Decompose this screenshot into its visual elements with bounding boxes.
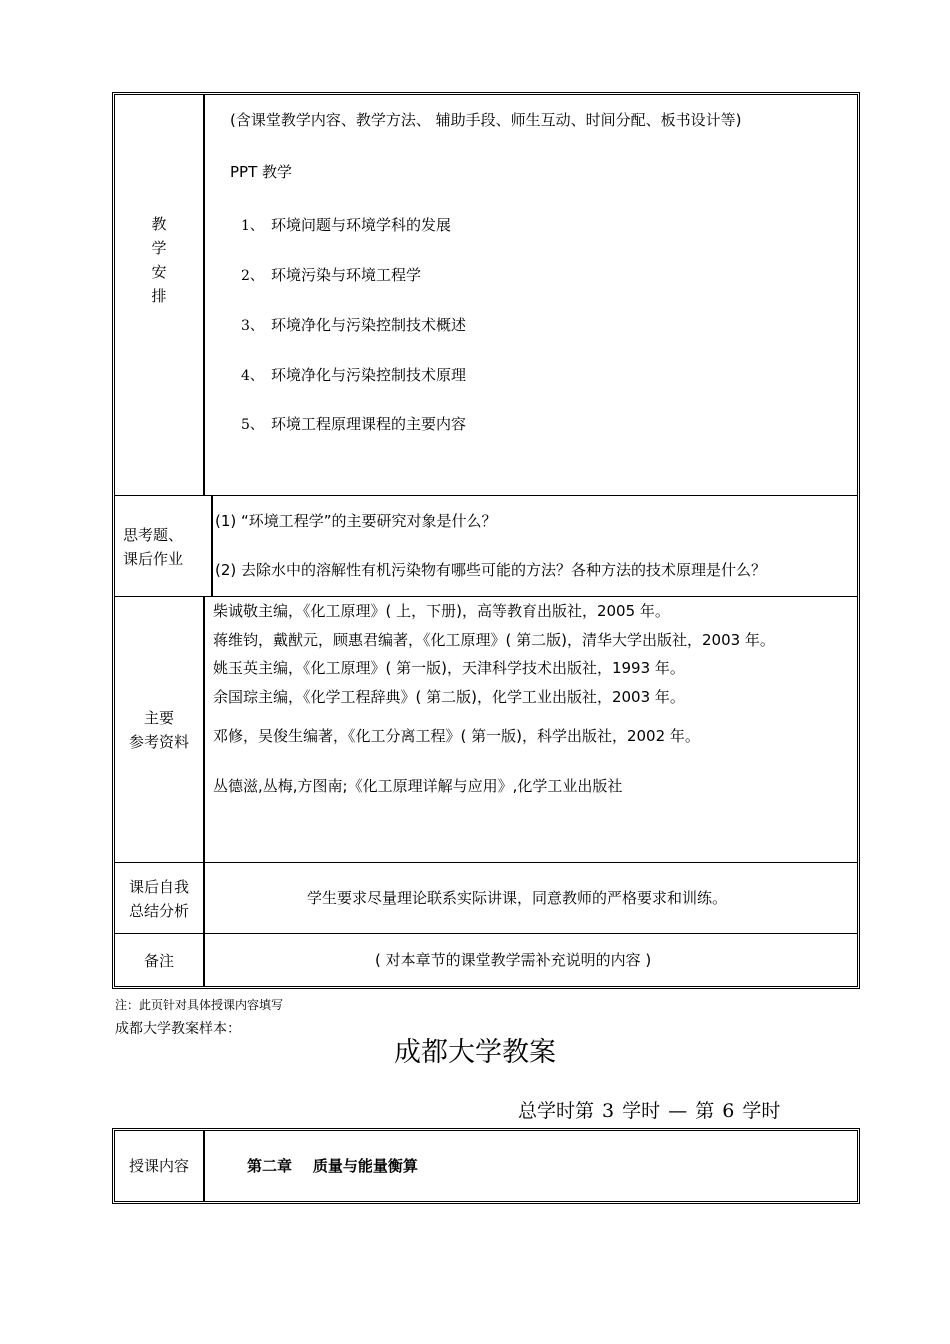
- label-char: 学: [151, 239, 167, 257]
- remarks-label: 备注: [115, 934, 205, 987]
- self-review-row: [115, 862, 857, 934]
- references-content: [205, 597, 857, 863]
- chapter-title: 第二章 质量与能量衡算: [247, 1157, 418, 1175]
- references-row: [115, 596, 857, 863]
- course-content-table: [112, 1128, 860, 1204]
- label-char: 教: [151, 215, 167, 233]
- remarks-content: [205, 934, 857, 987]
- label-line: 课后自我: [128, 877, 189, 896]
- plan-item: 5、 环境工程原理课程的主要内容: [241, 415, 467, 433]
- plan-item: 1、 环境问题与环境学科的发展: [241, 216, 452, 234]
- plan-item: 2、 环境污染与环境工程学: [241, 266, 422, 284]
- remarks-text: ( 对本章节的课堂教学需补充说明的内容 ): [375, 951, 652, 969]
- homework-content: [205, 496, 857, 597]
- reference-item: 丛德滋,丛梅,方图南;《化工原理详解与应用》,化学工业出版社: [213, 777, 623, 795]
- course-content-value: [205, 1131, 857, 1201]
- hours-line: 总学时第 3 学时 — 第 6 学时: [518, 1100, 781, 1122]
- label-line: 思考题、: [123, 525, 184, 544]
- document-title: 成都大学教案: [394, 1037, 556, 1068]
- label-line: 主要: [143, 709, 174, 727]
- remarks-row: [115, 933, 857, 987]
- teaching-plan-label: [115, 95, 205, 495]
- reference-item: 余国琮主编，《化学工程辞典》( 第二版)，化学工业出版社，2003 年。: [213, 688, 685, 706]
- homework-label: [115, 496, 213, 597]
- label-char: 安: [151, 263, 167, 281]
- teaching-method: PPT 教学: [230, 163, 293, 181]
- reference-item: 柴诚敬主编，《化工原理》( 上，下册)，高等教育出版社，2005 年。: [213, 602, 670, 620]
- plan-item: 3、 环境净化与污染控制技术概述: [241, 316, 467, 334]
- question: (1) “环境工程学”的主要研究对象是什么？: [215, 512, 497, 530]
- teaching-plan-row: [115, 95, 857, 495]
- reference-item: 蒋维钧，戴猷元，顾惠君编著，《化工原理》( 第二版)，清华大学出版社，2003 年。: [213, 631, 775, 649]
- label-char: 排: [151, 287, 167, 305]
- reference-item: 邓修，吴俊生编著，《化工分离工程》( 第一版)，科学出版社，2002 年。: [213, 727, 700, 745]
- course-content-label: 授课内容: [115, 1131, 205, 1201]
- self-review-label: [115, 863, 205, 934]
- teaching-plan-content: [205, 95, 857, 495]
- question: (2) 去除水中的溶解性有机污染物有哪些可能的方法？各种方法的技术原理是什么？: [215, 561, 767, 579]
- self-review-content: [205, 863, 857, 934]
- references-label: [115, 597, 205, 863]
- sample-label: 成都大学教案样本：: [115, 1021, 241, 1037]
- teaching-plan-intro: (含课堂教学内容、教学方法、 辅助手段、师生互动、时间分配、板书设计等): [230, 111, 742, 129]
- homework-row: [115, 495, 857, 597]
- course-content-row: [115, 1131, 857, 1201]
- label-line: 课后作业: [123, 549, 184, 568]
- label-line: 总结分析: [128, 901, 189, 920]
- reference-item: 姚玉英主编，《化工原理》( 第一版)，天津科学技术出版社，1993 年。: [213, 659, 685, 677]
- plan-item: 4、 环境净化与污染控制技术原理: [241, 366, 467, 384]
- lesson-plan-table: [112, 92, 860, 989]
- footnote: 注：此页针对具体授课内容填写: [115, 998, 284, 1012]
- self-review-text: 学生要求尽量理论联系实际讲课，同意教师的严格要求和训练。: [307, 889, 728, 907]
- label-line: 参考资料: [128, 733, 189, 751]
